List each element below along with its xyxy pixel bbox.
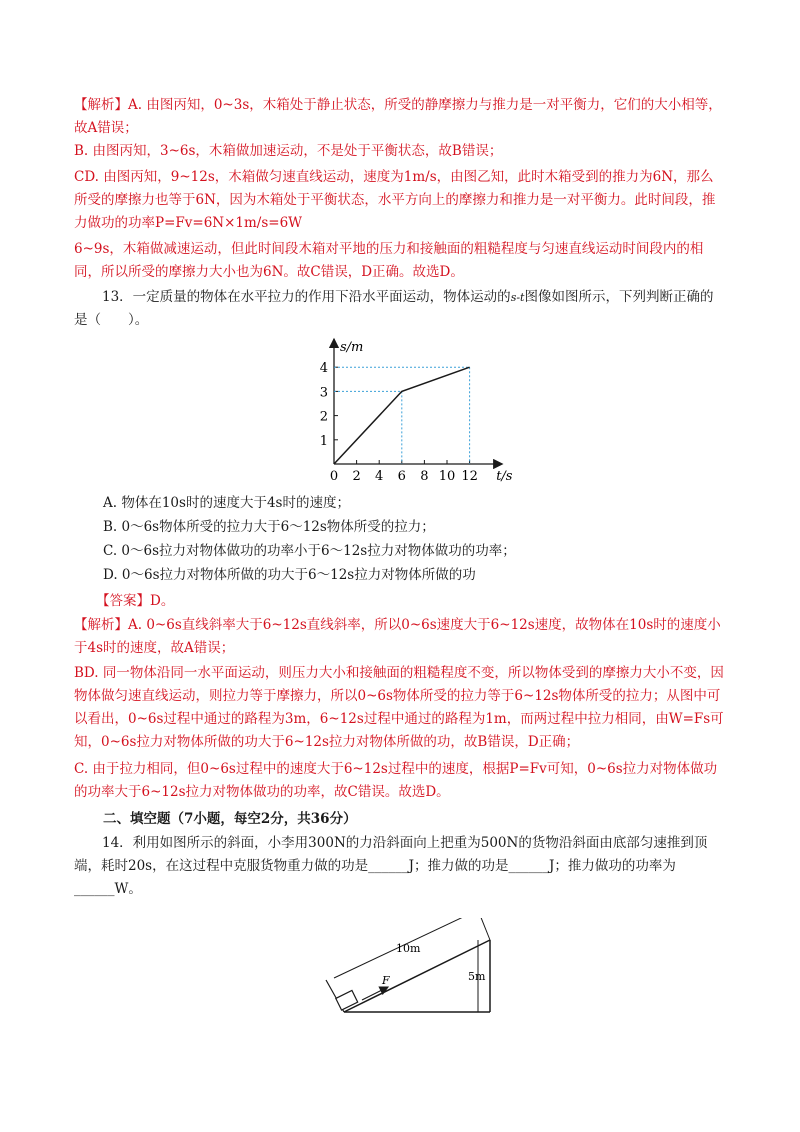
- height-label: 5m: [468, 970, 486, 983]
- question-14-stem: 14．利用如图所示的斜面，小李用300N的力沿斜面向上把重为500N的货物沿斜面由底部匀速推到顶端，耗时20s，在这过程中克服货物重力做的功是______J；推力做的功是______J；推力做功的功率为______W。: [74, 835, 708, 897]
- question-13-stem-a: 13．一定质量的物体在水平拉力的作用下沿水平面运动，物体运动的: [102, 289, 511, 305]
- analysis-13-a: 【解析】A. 0~6s直线斜率大于6~12s直线斜率，所以0~6s速度大于6~12s速度，故物体在10s时的速度小于4s时的速度，故A错误；: [74, 617, 721, 656]
- analysis-6-9s: 6~9s，木箱做减速运动，但此时间段木箱对平地的压力和接触面的粗糙程度与匀速直线运动时间段内的相同，所以所受的摩擦力大小也为6N。故C错误，D正确。故选D。: [74, 241, 704, 280]
- question-13-stem-b: 图像如图所示，下列判断正确的是（ ）。: [74, 289, 714, 328]
- x-tick-label: 10: [438, 469, 456, 484]
- length-dimension-tick: [478, 918, 490, 940]
- answer-13: 【答案】D。: [96, 593, 175, 609]
- analysis-b: B. 由图丙知，3~6s，木箱做加速运动，不是处于平衡状态，故B错误；: [74, 143, 503, 159]
- analysis-13-bd: BD. 同一物体沿同一水平面运动，则压力大小和接触面的粗糙程度不变，所以物体受到的摩擦力大小不变，因物体做匀速直线运动，则拉力等于摩擦力，所以0~6s物体所受的拉力等于6~12s物体所受的拉力；从图中可以看出，0~6s过程中通过的路程为3m，6~12s过程中通过的路程为1m，而两过程中拉力相同，由W=Fs可知，0~6s拉力对物体所做的功大于6~12s拉力对物体所做的功，故B错误，D正确；: [74, 665, 724, 750]
- y-tick-label: 1: [319, 433, 328, 449]
- option-c: C. 0～6s拉力对物体做功的功率小于6～12s拉力对物体做功的功率；: [103, 543, 516, 559]
- x-tick-label: 4: [375, 469, 384, 484]
- question-13-st-symbol: s-t: [510, 291, 525, 304]
- y-tick-label: 3: [319, 385, 328, 401]
- section-2-heading: 二、填空题（7小题，每空2分，共36分）: [103, 811, 357, 827]
- x-tick-label: 8: [420, 469, 429, 484]
- force-label: F: [382, 974, 390, 987]
- option-b: B. 0～6s物体所受的拉力大于6～12s物体所受的拉力；: [103, 519, 435, 535]
- y-tick-label: 2: [319, 409, 328, 425]
- analysis-cd: CD. 由图丙知，9~12s，木箱做匀速直线运动，速度为1m/s，由图乙知，此时木箱受到的推力为6N，那么所受的摩擦力也等于6N，因为木箱处于平衡状态，水平方向上的摩擦力和推力是一对平衡力。此时间段，推力做功的功率P=Fv=6N×1m/s=6W: [74, 169, 716, 231]
- force-arrow: [362, 987, 388, 1000]
- x-tick-label: 2: [352, 469, 361, 484]
- y-axis-label: s/m: [340, 340, 364, 355]
- st-graph-svg: [310, 334, 520, 494]
- x-tick-label: 6: [397, 469, 406, 484]
- option-a: A. 物体在10s时的速度大于4s时的速度；: [103, 495, 350, 511]
- y-tick-label: 4: [319, 361, 328, 377]
- x-tick-label: 12: [461, 469, 478, 484]
- length-label: 10m: [396, 942, 421, 955]
- st-graph: [310, 334, 520, 498]
- x-axis-label: t/s: [496, 469, 513, 484]
- x-tick-label: 0: [329, 469, 339, 484]
- question-13-stem: [74, 286, 724, 332]
- analysis-13-c: C. 由于拉力相同，但0~6s过程中的速度大于6~12s过程中的速度，根据P=Fv可知，0~6s拉力对物体做功的功率大于6~12s拉力对物体做功的功率，故C错误。故选D。: [74, 761, 718, 800]
- option-d: D. 0～6s拉力对物体所做的功大于6～12s拉力对物体所做的功: [103, 567, 476, 583]
- analysis-a: 【解析】A. 由图丙知，0~3s，木箱处于静止状态，所受的静摩擦力与推力是一对平衡力，它们的大小相等，故A错误；: [74, 97, 722, 136]
- incline-figure-svg: [322, 918, 502, 1018]
- incline-figure: [322, 918, 502, 1022]
